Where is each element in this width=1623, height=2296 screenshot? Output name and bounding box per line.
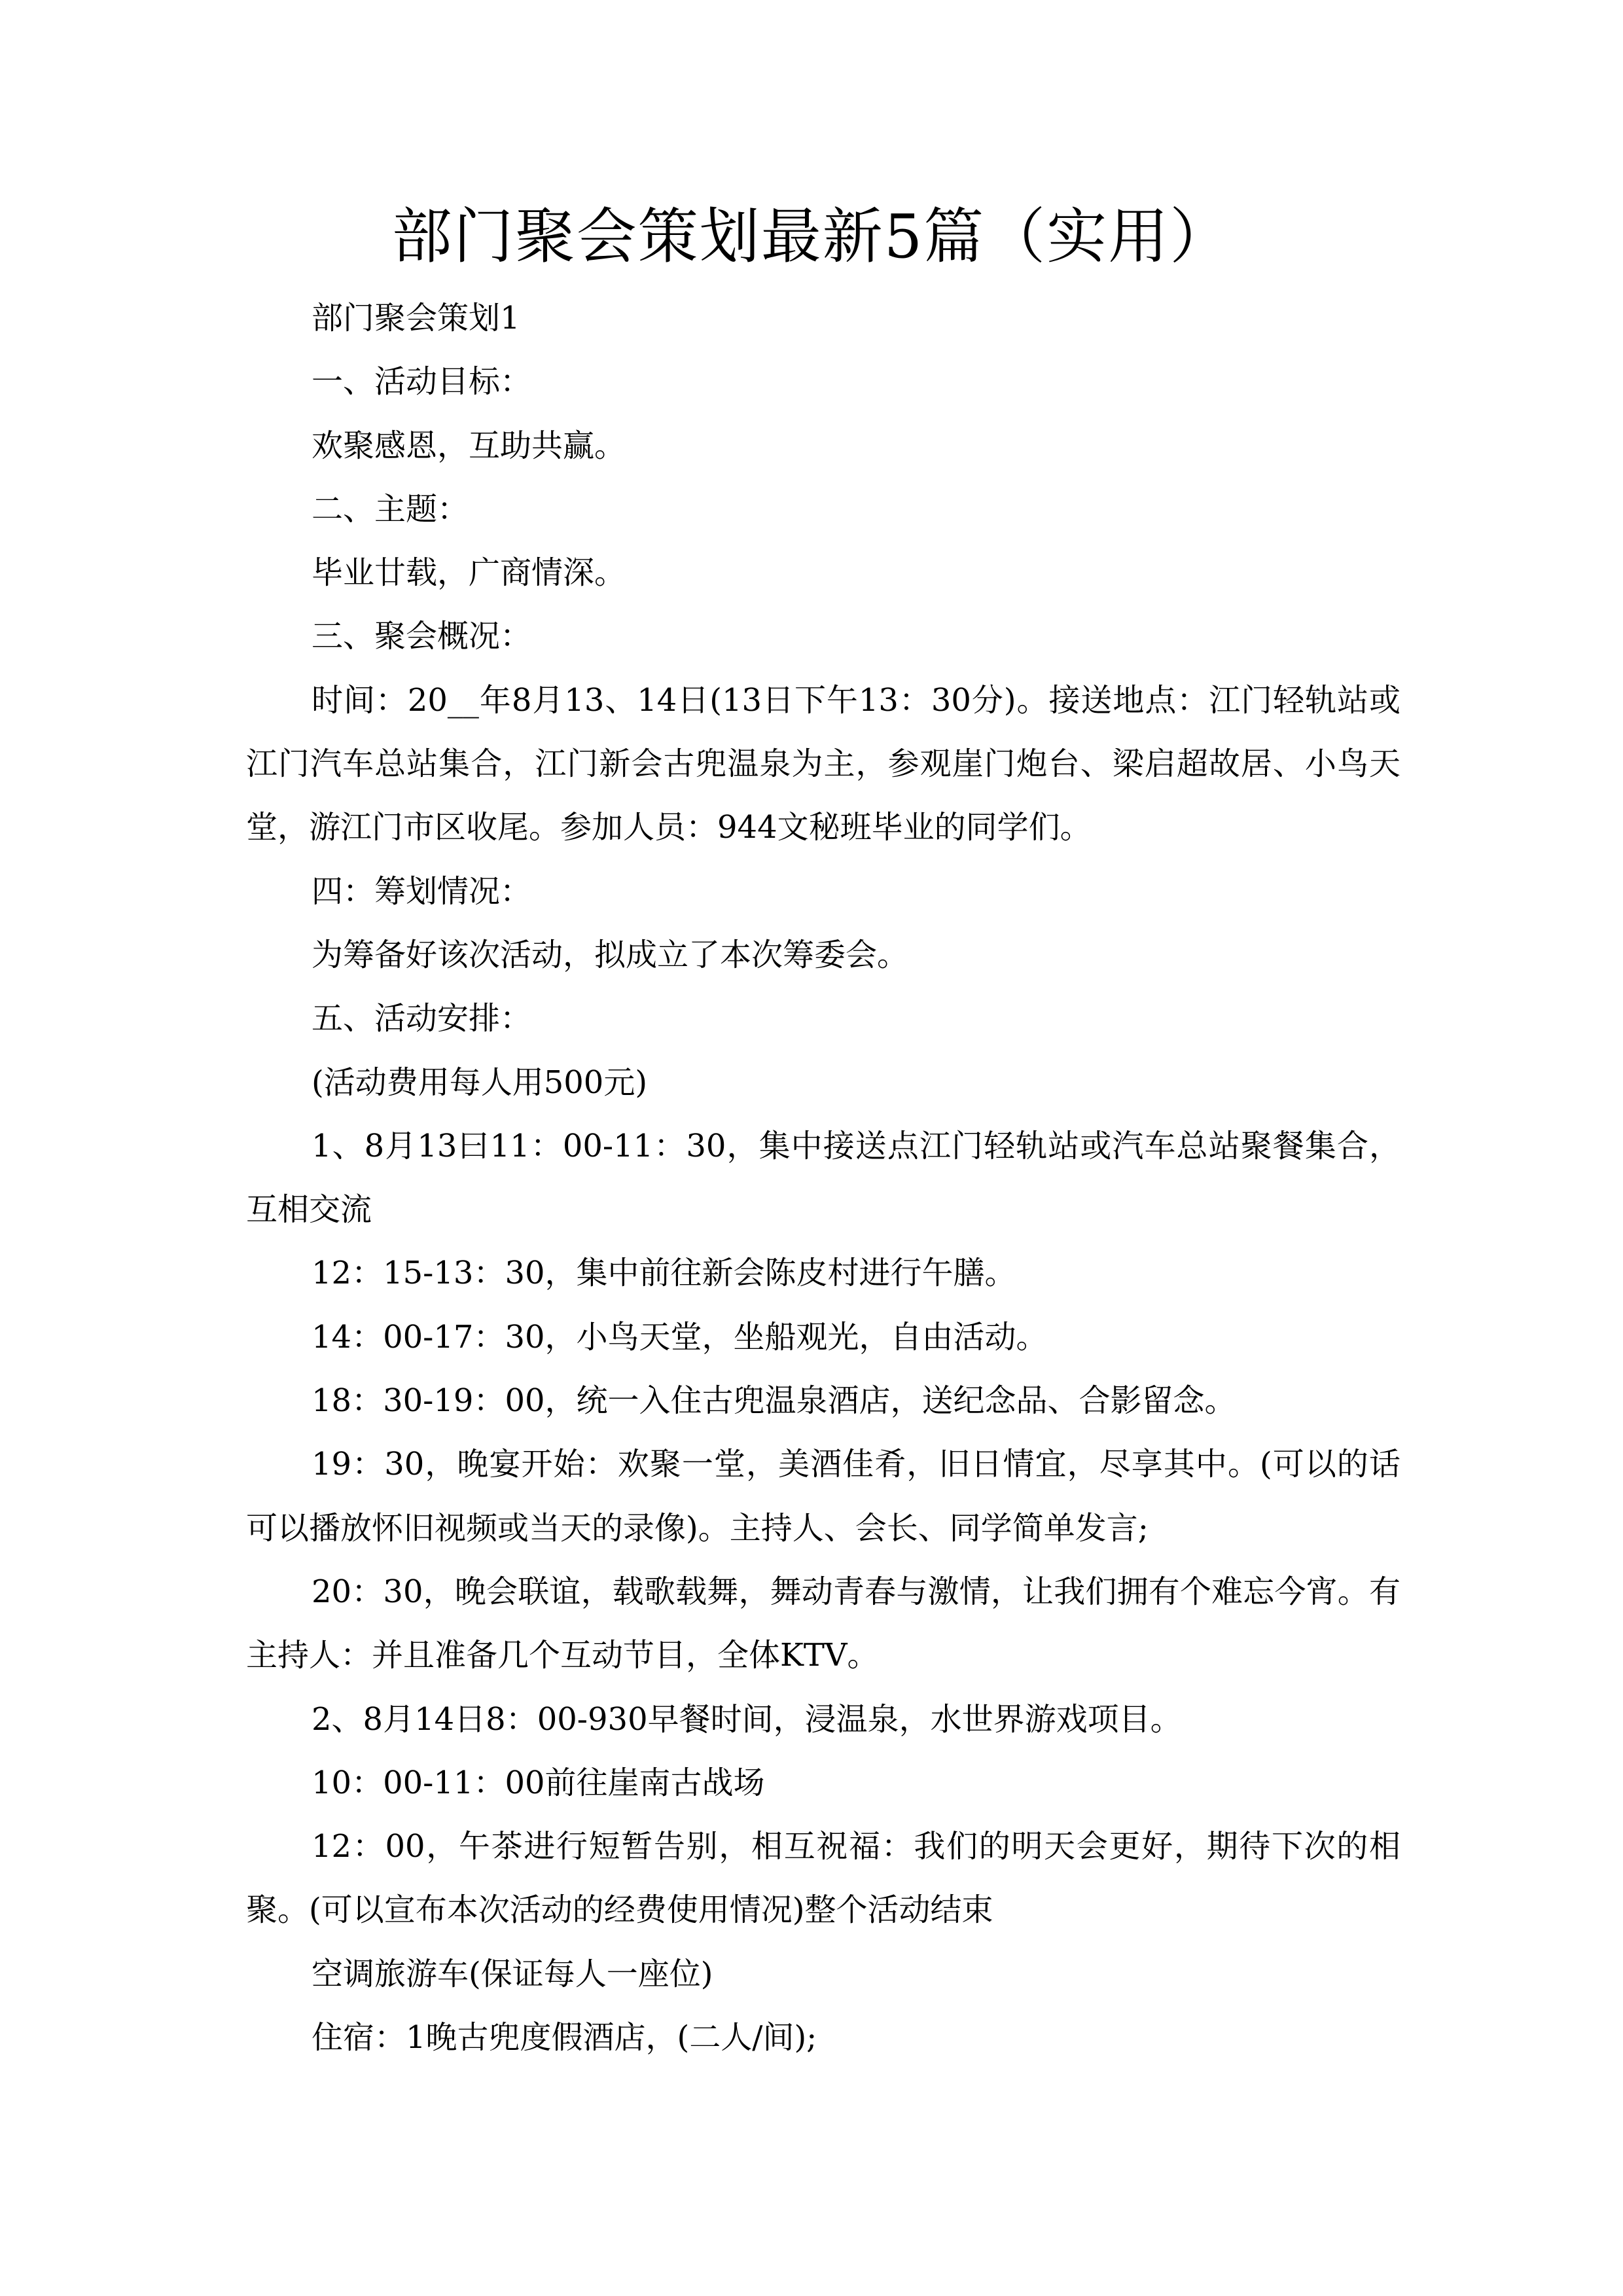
paragraph-goal-heading: 一、活动目标： xyxy=(312,363,532,401)
paragraph-cost: (活动费用每人用500元) xyxy=(312,1064,648,1101)
paragraph-overview-heading: 三、聚会概况： xyxy=(312,618,532,655)
paragraph-overview: 时间：20__年8月13、14日(13日下午13：30分)。接送地点：江门轻轨站或江门汽车总站集合，江门新会古兜温泉为主，参观崖门炮台、梁启超故居、小鸟天堂，游江门市区收尾。参加人员：944文秘班毕业的同学们。 xyxy=(246,681,1400,846)
paragraph-schedule-item: 2、8月14日8：00-930早餐时间，浸温泉，水世界游戏项目。 xyxy=(312,1700,1182,1738)
document-body xyxy=(246,287,1400,2070)
paragraph-theme-heading: 二、主题： xyxy=(312,490,469,528)
paragraph-section-heading: 部门聚会策划1 xyxy=(312,300,520,336)
paragraph-schedule-item: 1、8月13曰11：00-11：30，集中接送点江门轻轨站或汽车总站聚餐集合，互相交流 xyxy=(246,1127,1400,1229)
paragraph-schedule-item: 10：00-11：00前往崖南古战场 xyxy=(312,1764,765,1801)
paragraph-accommodation: 住宿：1晚古兜度假酒店，(二人/间); xyxy=(312,2019,817,2056)
paragraph-schedule-item: 19：30，晚宴开始：欢聚一堂，美酒佳肴，旧日情宜，尽享其中。(可以的话可以播放怀旧视频或当天的录像)。主持人、会长、同学简单发言; xyxy=(246,1446,1400,1547)
paragraph-transport: 空调旅游车(保证每人一座位) xyxy=(312,1955,713,1992)
paragraph-schedule-item: 12：00，午茶进行短暂告别，相互祝福：我们的明天会更好，期待下次的相聚。(可以宣布本次活动的经费使用情况)整个活动结束 xyxy=(246,1828,1400,1929)
paragraph-goal: 欢聚感恩，互助共赢。 xyxy=(312,427,626,464)
paragraph-schedule-item: 14：00-17：30，小鸟天堂，坐船观光，自由活动。 xyxy=(312,1318,1048,1355)
paragraph-planning: 为筹备好该次活动，拟成立了本次筹委会。 xyxy=(312,936,909,973)
paragraph-schedule-item: 18：30-19：00，统一入住古兜温泉酒店，送纪念品、合影留念。 xyxy=(312,1382,1236,1420)
document-title: 部门聚会策划最新5篇（实用） xyxy=(391,202,1232,272)
paragraph-planning-heading: 四：筹划情况： xyxy=(312,872,532,910)
paragraph-schedule-heading: 五、活动安排： xyxy=(312,1000,532,1037)
paragraph-schedule-item: 12：15-13：30，集中前往新会陈皮村进行午膳。 xyxy=(312,1255,1016,1292)
paragraph-schedule-item: 20：30，晚会联谊，载歌载舞，舞动青春与激情，让我们拥有个难忘今宵。有主持人：并且准备几个互动节目，全体KTV。 xyxy=(246,1573,1400,1674)
paragraph-theme: 毕业廿载，广商情深。 xyxy=(312,554,626,592)
